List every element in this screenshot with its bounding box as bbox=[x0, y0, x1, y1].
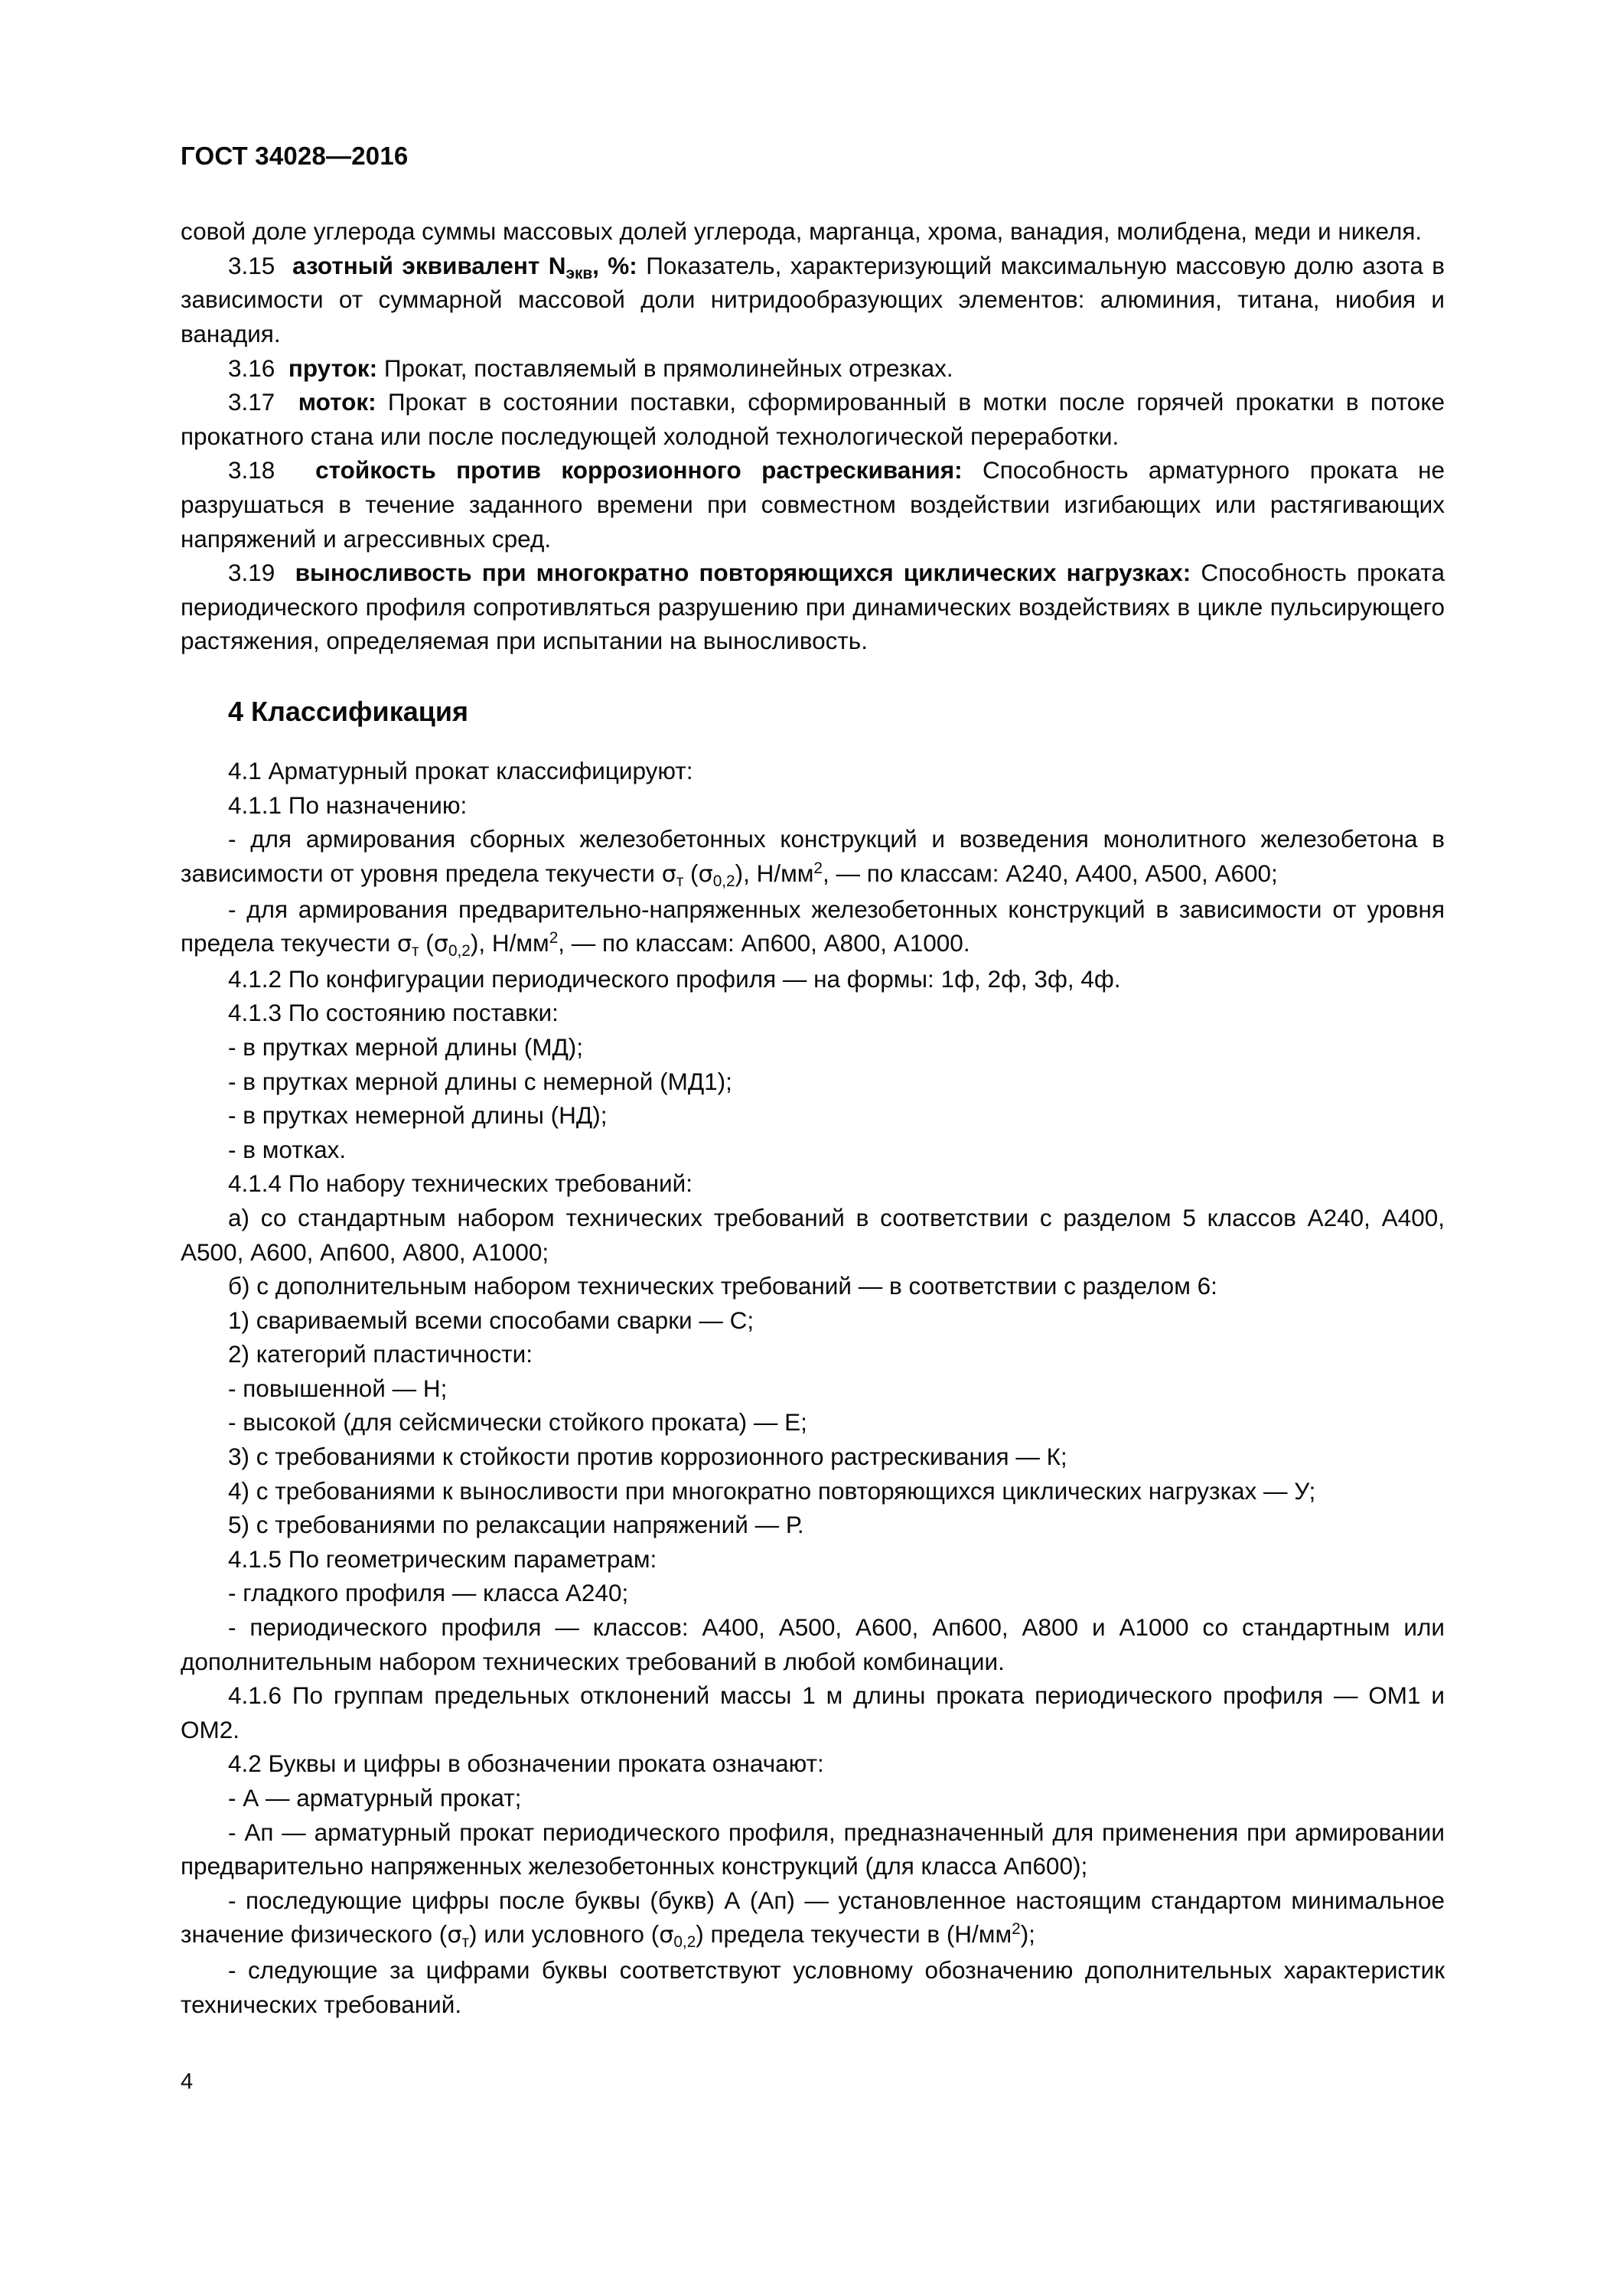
term-label: азотный эквивалент $N_{экв}$, %: bbox=[292, 251, 637, 282]
item-4-1-4-b: б) с дополнительным набором технических требований — в соответствии с разделом 6: bbox=[228, 1272, 1217, 1300]
item-4-1-4-b-2: 2) категорий пластичности: bbox=[228, 1340, 533, 1368]
dash-item-purpose-prestressed: - для армирования предварительно-напряженных железобетонных конструкций в зависимости от уровня предела текучести $\sigma_т$ $(\sigma_{0,2})$, $Н/мм^2$, — по классам: Ап600, А800, А1000. bbox=[181, 895, 1445, 960]
term-label: пруток: bbox=[288, 354, 378, 382]
item-4-1-4-b-4: 4) с требованиями к выносливости при многократно повторяющихся циклических нагрузках — У; bbox=[228, 1476, 1316, 1505]
item-4-1-4-b-5: 5) с требованиями по релаксации напряжений — Р. bbox=[228, 1511, 804, 1539]
document-header: ГОСТ 34028—2016 bbox=[181, 142, 409, 170]
designation-item-ap: - Ап — арматурный прокат периодического профиля, предназначенный для применения при армировании предварительно напряженных железобетонных конструкций (для класса Ап600); bbox=[181, 1818, 1445, 1880]
term-subscript: экв bbox=[565, 264, 593, 282]
term-number: 3.15 bbox=[228, 251, 275, 279]
term-label: моток: bbox=[298, 388, 376, 416]
item-4-1-1: 4.1.1 По назначению: bbox=[228, 791, 468, 819]
item-4-1-4-a: а) со стандартным набором технических требований в соответствии с разделом 5 классов А240, А400, А500, А600, Ап600, А800, А1000; bbox=[181, 1203, 1445, 1266]
item-4-1-6: 4.1.6 По группам предельных отклонений массы 1 м длины проката периодического профиля — ОМ1 и ОМ2. bbox=[181, 1681, 1445, 1743]
item-4-1: 4.1 Арматурный прокат классифицируют: bbox=[228, 757, 693, 785]
designation-item-a: - А — арматурный прокат; bbox=[228, 1784, 522, 1812]
delivery-state-item-2: - в прутках мерной длины с немерной (МД1); bbox=[228, 1067, 732, 1095]
term-number: 3.16 bbox=[228, 354, 275, 382]
sigma-t-formula: $\sigma_т$ $(\sigma_{0,2})$ bbox=[396, 929, 479, 960]
page-number: 4 bbox=[181, 2069, 194, 2094]
term-definition: Прокат, поставляемый в прямолинейных отрезках. bbox=[383, 354, 953, 382]
designation-item-letters: - следующие за цифрами буквы соответствуют условному обозначению дополнительных характеристик технических требований. bbox=[181, 1955, 1445, 2018]
term-definition: Показатель, характеризующий максимальную массовую долю азота в зависимости от суммарной массовой доли нитридообразующих элементов: алюминия, титана, ниобия и ванадия. bbox=[181, 251, 1445, 348]
geometry-item-1: - гладкого профиля — класса А240; bbox=[228, 1579, 629, 1607]
continued-paragraph: совой доле углерода суммы массовых долей углерода, марганца, хрома, ванадия, молибдена, меди и никеля. bbox=[181, 217, 1423, 246]
sigma-02-inline: $\sigma_{0,2}$ bbox=[659, 1922, 696, 1952]
sigma-t-inline: $\sigma_т$ bbox=[447, 1922, 470, 1952]
item-4-1-2: 4.1.2 По конфигурации периодического профиля — на формы: 1ф, 2ф, 3ф, 4ф. bbox=[228, 964, 1121, 993]
delivery-state-item-1: - в прутках мерной длины (МД); bbox=[228, 1032, 584, 1061]
exponent: 2 bbox=[549, 929, 559, 947]
item-4-1-5: 4.1.5 По геометрическим параметрам: bbox=[228, 1544, 657, 1573]
delivery-state-item-4: - в мотках. bbox=[228, 1135, 347, 1163]
term-label: выносливость при многократно повторяющихся циклических нагрузках: bbox=[295, 559, 1191, 587]
delivery-state-item-3: - в прутках немерной длины (НД); bbox=[228, 1101, 608, 1130]
item-4-1-4-b-3: 3) с требованиями к стойкости против коррозионного растрескивания — К; bbox=[228, 1443, 1067, 1471]
term-3-17 bbox=[181, 385, 1445, 453]
term-3-18 bbox=[181, 453, 1445, 556]
sigma-t-formula: $\sigma_т$ $(\sigma_{0,2})$ bbox=[661, 859, 744, 890]
item-4-1-3: 4.1.3 По состоянию поставки: bbox=[228, 999, 559, 1027]
plasticity-item-2: - высокой (для сейсмически стойкого проката) — Е; bbox=[228, 1408, 807, 1437]
term-number: 3.17 bbox=[228, 388, 275, 416]
plasticity-item-1: - повышенной — Н; bbox=[228, 1374, 448, 1402]
item-4-1-4-b-1: 1) свариваемый всеми способами сварки — С; bbox=[228, 1306, 754, 1334]
item-4-2: 4.2 Буквы и цифры в обозначении проката означают: bbox=[228, 1750, 824, 1778]
term-3-19 bbox=[181, 556, 1445, 658]
section-heading-4: 4 Классификация bbox=[228, 696, 468, 728]
term-definition: Прокат в состоянии поставки, сформированный в мотки после горячей прокатки в потоке прокатного стана или после последующей холодной технологической переработки. bbox=[181, 388, 1445, 450]
geometry-item-2: - периодического профиля — классов: А400, А500, А600, Ап600, А800 и А1000 со стандартным или дополнительным набором технических требований в любой комбинации. bbox=[181, 1613, 1445, 1675]
term-3-16 bbox=[181, 351, 1445, 386]
term-label: стойкость против коррозионного растрескивания: bbox=[315, 456, 963, 484]
term-number: 3.18 bbox=[228, 456, 275, 484]
term-3-15 bbox=[181, 249, 1445, 351]
exponent: 2 bbox=[813, 859, 823, 878]
exponent: 2 bbox=[1012, 1920, 1021, 1939]
term-number: 3.19 bbox=[228, 559, 275, 587]
term-definition: Способность арматурного проката не разрушаться в течение заданного времени при совместном воздействии изгибающих или растягивающих напряжений и агрессивных сред. bbox=[181, 456, 1445, 553]
designation-item-digits: - последующие цифры после буквы (букв) А (Ап) — установленное настоящим стандартом минимальное значение физического $(\sigma_т)$ или условного $(\sigma_{0,2})$ предела текучести в $(Н/мм^2)$; bbox=[181, 1886, 1445, 1952]
dash-item-purpose-reinforced: - для армирования сборных железобетонных конструкций и возведения монолитного железобетона в зависимости от уровня предела текучести $\sigma_т$ $(\sigma_{0,2})$, $Н/мм^2$, — по классам: А240, А400, А500, А600; bbox=[181, 825, 1445, 890]
page-content bbox=[181, 142, 1445, 2021]
term-definition: Способность проката периодического профиля сопротивляться разрушению при динамических воздействиях в цикле пульсирующего растяжения, определяемая при испытании на выносливость. bbox=[181, 559, 1445, 655]
item-4-1-4: 4.1.4 По набору технических требований: bbox=[228, 1169, 693, 1198]
